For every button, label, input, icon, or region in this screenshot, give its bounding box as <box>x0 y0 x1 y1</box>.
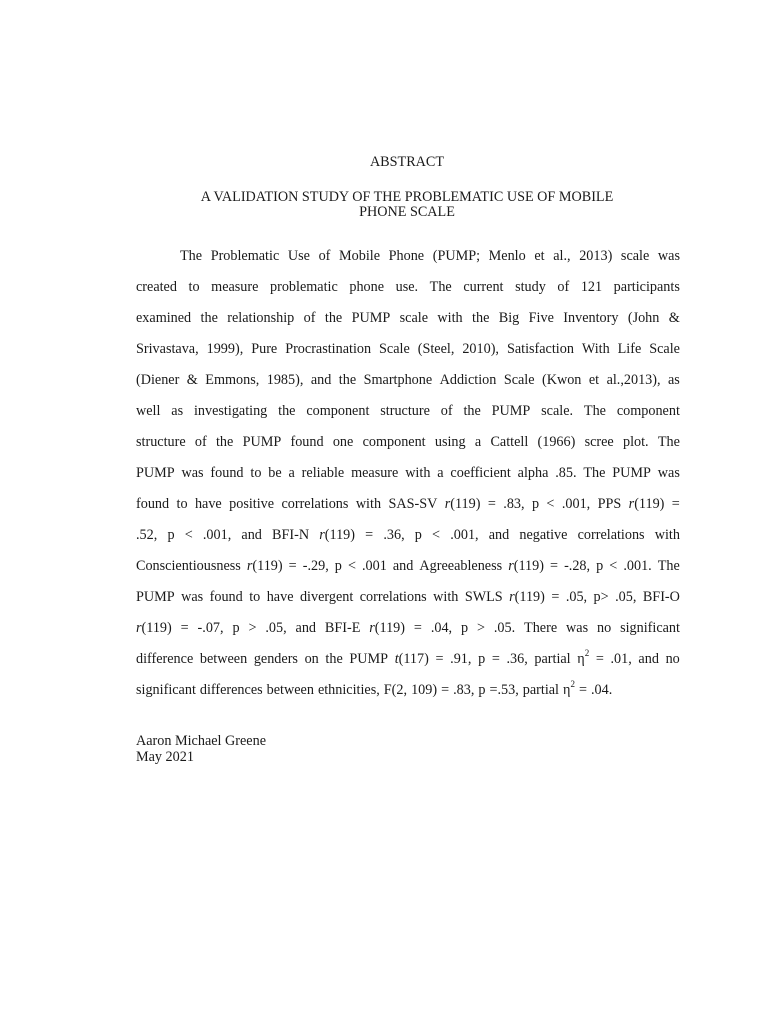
abstract-line: The Problematic Use of Mobile Phone (PUMP; Menlo et al., 2013) scale was <box>180 248 680 264</box>
title-line-1: A VALIDATION STUDY OF THE PROBLEMATIC USE OF MOBILE <box>200 189 614 205</box>
submission-date: May 2021 <box>136 749 194 765</box>
abstract-line: significant differences between ethnicities, F(2, 109) = .83, p =.53, partial $\eta^2$ = .04. <box>136 679 613 698</box>
author-name: Aaron Michael Greene <box>136 733 266 749</box>
abstract-line: r(119) = -.07, p > .05, and BFI-E r(119) = .04, p > .05. There was no significant <box>136 620 680 636</box>
signature-block <box>136 733 266 765</box>
abstract-line: structure of the PUMP found one component using a Cattell (1966) scree plot. The <box>136 434 680 450</box>
abstract-line: examined the relationship of the PUMP scale with the Big Five Inventory (John & <box>136 310 680 326</box>
abstract-line: Srivastava, 1999), Pure Procrastination Scale (Steel, 2010), Satisfaction With Life Scale <box>136 341 680 357</box>
abstract-body <box>136 247 680 712</box>
abstract-line: Conscientiousness r(119) = -.29, p < .001 and Agreeableness r(119) = -.28, p < .001. The <box>136 558 680 574</box>
abstract-line: well as investigating the component structure of the PUMP scale. The component <box>136 403 680 419</box>
abstract-line: difference between genders on the PUMP t(117) = .91, p = .36, partial $\eta^2$ = .01, and no <box>136 648 680 667</box>
abstract-line: found to have positive correlations with SAS-SV r(119) = .83, p < .001, PPS r(119) = <box>136 496 680 512</box>
abstract-line: PUMP was found to be a reliable measure with a coefficient alpha .85. The PUMP was <box>136 465 680 481</box>
abstract-line: PUMP was found to have divergent correlations with SWLS r(119) = .05, p> .05, BFI-O <box>136 589 680 605</box>
abstract-line: .52, p < .001, and BFI-N r(119) = .36, p < .001, and negative correlations with <box>136 527 680 543</box>
title-line-2: PHONE SCALE <box>359 204 455 220</box>
abstract-line: created to measure problematic phone use. The current study of 121 participants <box>136 279 680 295</box>
document-title <box>0 190 770 220</box>
abstract-heading: ABSTRACT <box>369 154 445 170</box>
abstract-line: (Diener & Emmons, 1985), and the Smartphone Addiction Scale (Kwon et al.,2013), as <box>136 372 680 388</box>
